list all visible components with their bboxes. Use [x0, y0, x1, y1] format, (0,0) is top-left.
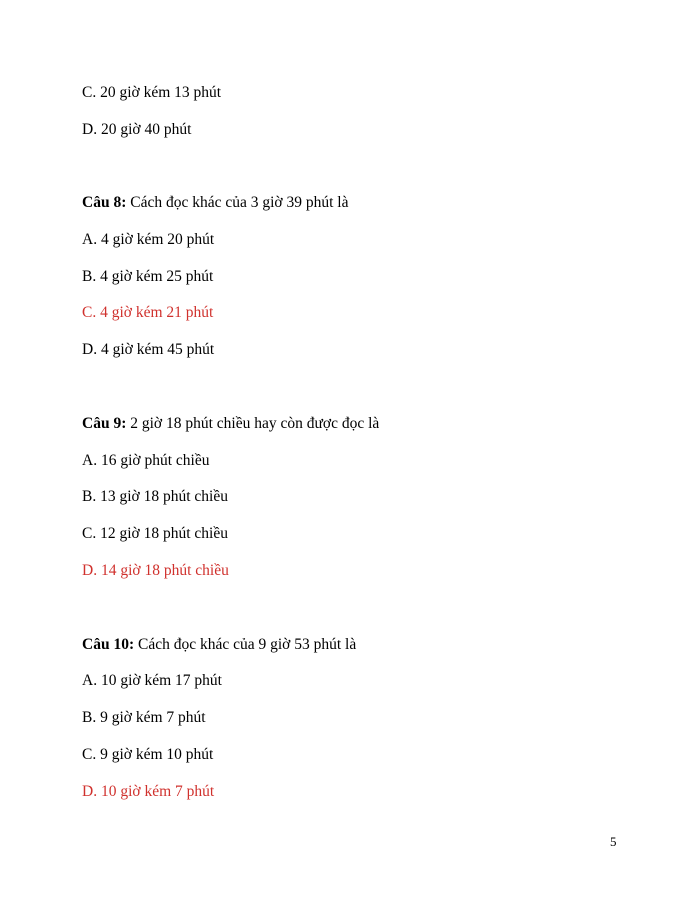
option-d-correct-answer: D. 14 giờ 18 phút chiều	[82, 562, 229, 579]
question-number: Câu 8:	[82, 194, 127, 211]
question-stem	[82, 415, 379, 433]
option-c-correct-answer: C. 4 giờ kém 21 phút	[82, 304, 214, 321]
option-b: B. 4 giờ kém 25 phút	[82, 268, 214, 285]
option-b: B. 13 giờ 18 phút chiều	[82, 488, 228, 505]
question-number: Câu 9:	[82, 415, 127, 432]
option-c: C. 20 giờ kém 13 phút	[82, 84, 222, 101]
option-a: A. 10 giờ kém 17 phút	[82, 672, 222, 689]
question-text: Cách đọc khác của 9 giờ 53 phút là	[134, 636, 357, 653]
option-a: A. 4 giờ kém 20 phút	[82, 231, 215, 248]
option-b: B. 9 giờ kém 7 phút	[82, 709, 206, 726]
question-number: Câu 10:	[82, 636, 135, 653]
question-stem	[82, 636, 356, 654]
option-d: D. 4 giờ kém 45 phút	[82, 341, 215, 358]
page-number: 5	[610, 834, 617, 849]
option-c: C. 9 giờ kém 10 phút	[82, 746, 214, 763]
option-c: C. 12 giờ 18 phút chiều	[82, 525, 228, 542]
option-d: D. 20 giờ 40 phút	[82, 121, 192, 138]
option-d-correct-answer: D. 10 giờ kém 7 phút	[82, 783, 215, 800]
question-stem	[82, 194, 348, 212]
question-text: 2 giờ 18 phút chiều hay còn được đọc là	[126, 415, 380, 432]
question-text: Cách đọc khác của 3 giờ 39 phút là	[126, 194, 349, 211]
option-a: A. 16 giờ phút chiều	[82, 452, 210, 469]
